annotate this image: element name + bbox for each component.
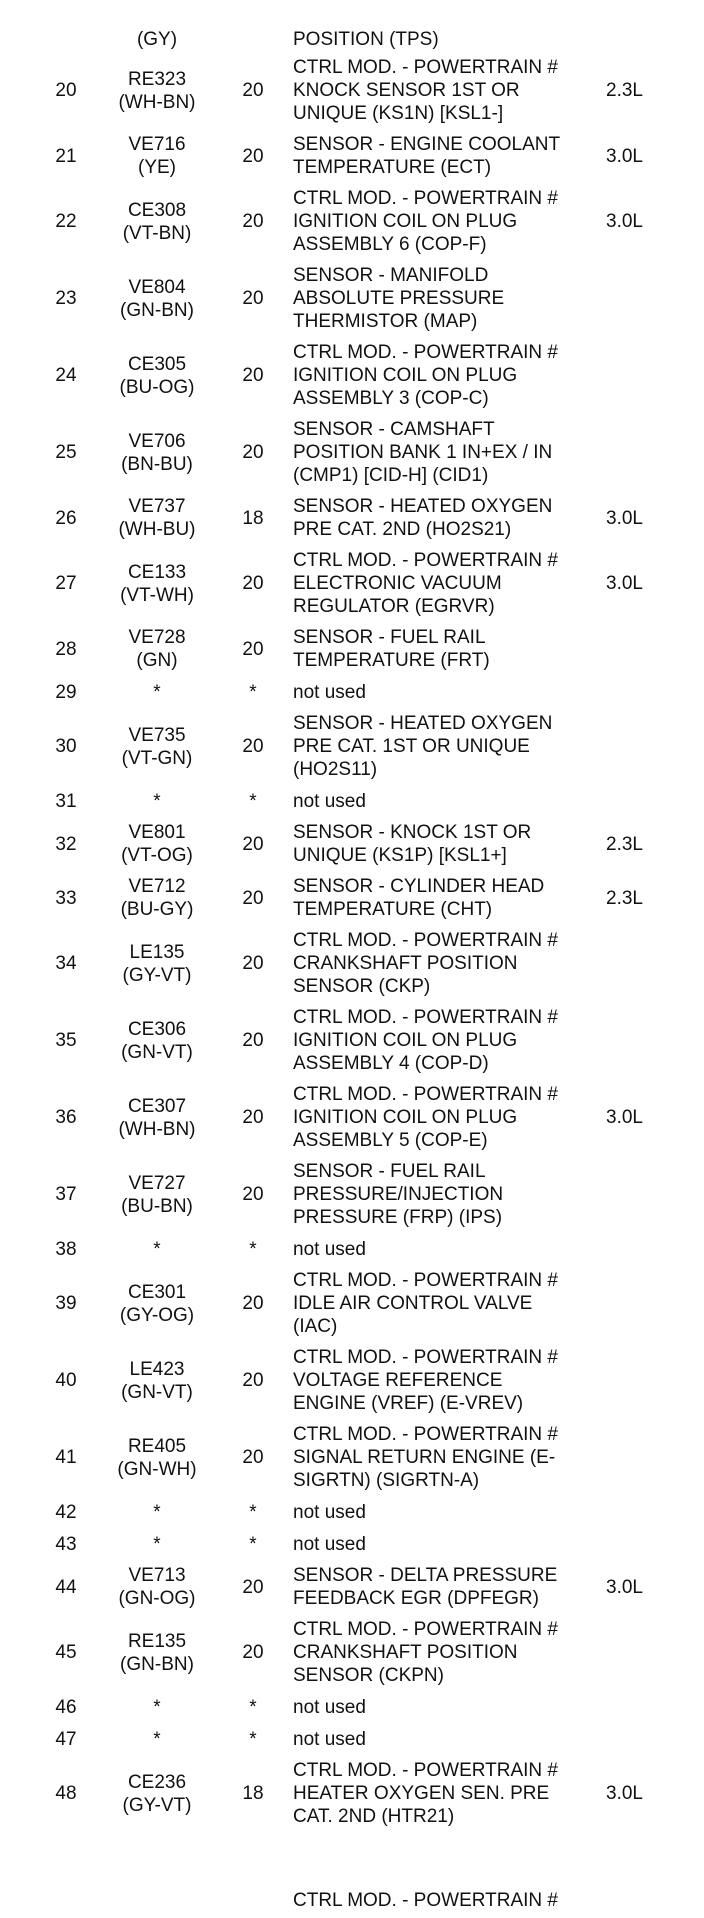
gauge-cell: 20 [242, 888, 264, 909]
wire-code-cell: * [153, 1729, 161, 1750]
gauge-cell: 20 [242, 834, 264, 855]
wire-code-cell: VE713 [128, 1565, 186, 1586]
description-cell: CTRL MOD. - POWERTRAIN # IGNITION COIL ON PLUG ASSEMBLY 5 (COP-E) [293, 1084, 558, 1151]
pin-number-cell: 30 [55, 736, 77, 757]
wire-code-cell: CE305 [127, 354, 187, 375]
wire-color-cell: (GY-OG) [119, 1305, 195, 1326]
description-cell: not used [293, 1502, 366, 1523]
gauge-cell: 18 [242, 508, 264, 529]
pin-number-cell: 21 [55, 146, 77, 167]
gauge-cell: 20 [242, 442, 264, 463]
description-cell: SENSOR - HEATED OXYGEN PRE CAT. 2ND (HO2S21) [293, 496, 553, 540]
wire-code-cell: RE405 [127, 1436, 187, 1457]
wire-color-cell: (VT-WH) [120, 585, 194, 606]
gauge-cell: 20 [242, 1447, 264, 1468]
wire-color-cell: (GY-VT) [122, 1795, 192, 1816]
wire-code-cell: VE712 [128, 876, 186, 897]
gauge-cell: 20 [242, 146, 264, 167]
engine-cell: 3.0L [606, 1783, 643, 1804]
wire-color-cell: (GY-VT) [122, 965, 192, 986]
description-cell: CTRL MOD. - POWERTRAIN # SIGNAL RETURN ENGINE (E- SIGRTN) (SIGRTN-A) [293, 1424, 558, 1491]
pin-number-cell: 28 [55, 639, 77, 660]
description-cell: SENSOR - DELTA PRESSURE FEEDBACK EGR (DPFEGR) [293, 1565, 558, 1609]
description-cell: SENSOR - CAMSHAFT POSITION BANK 1 IN+EX / IN (CMP1) [CID-H] (CID1) [293, 419, 553, 486]
pin-number-cell: 40 [55, 1370, 77, 1391]
description-cell: SENSOR - FUEL RAIL PRESSURE/INJECTION PRESSURE (FRP) (IPS) [293, 1161, 504, 1228]
wire-color-cell: (VT-OG) [121, 845, 193, 866]
description-cell: not used [293, 1697, 366, 1718]
wire-code-cell: * [153, 1502, 161, 1523]
pin-number-cell: 23 [55, 288, 77, 309]
wire-color-cell: (GN) [136, 650, 178, 671]
engine-cell: 3.0L [606, 508, 643, 529]
wire-code-cell: VE727 [128, 1173, 186, 1194]
pin-number-cell: 31 [55, 791, 77, 812]
gauge-cell: 20 [242, 736, 264, 757]
pin-number-cell: 35 [55, 1030, 77, 1051]
description-cell: CTRL MOD. - POWERTRAIN # IGNITION COIL ON PLUG ASSEMBLY 3 (COP-C) [293, 342, 558, 409]
gauge-cell: * [249, 1729, 257, 1750]
pin-number-cell: 47 [55, 1729, 77, 1750]
pin-number-cell: 39 [55, 1293, 77, 1314]
description-cell: CTRL MOD. - POWERTRAIN # IGNITION COIL ON PLUG ASSEMBLY 4 (COP-D) [293, 1007, 558, 1074]
gauge-cell: * [249, 791, 257, 812]
description-cell: CTRL MOD. - POWERTRAIN # CRANKSHAFT POSITION SENSOR (CKP) [293, 930, 558, 997]
wire-code-cell: VE716 [128, 134, 186, 155]
wire-code-cell: VE737 [128, 496, 186, 517]
pin-number-cell: 44 [55, 1577, 77, 1598]
engine-cell: 3.0L [606, 146, 643, 167]
pin-number-cell: 48 [55, 1783, 77, 1804]
gauge-cell: 20 [242, 1030, 264, 1051]
pin-number-cell: 46 [55, 1697, 77, 1718]
wire-code-cell: CE301 [127, 1282, 187, 1303]
description-cell: CTRL MOD. - POWERTRAIN # ELECTRONIC VACUUM REGULATOR (EGRVR) [293, 550, 558, 617]
wire-color-cell: (VT-BN) [122, 223, 192, 244]
wire-color-cell: (BU-BN) [121, 1196, 193, 1217]
description-cell: not used [293, 791, 366, 812]
wire-color-cell: (GN-VT) [121, 1382, 193, 1403]
gauge-cell: * [249, 682, 257, 703]
description-cell: CTRL MOD. - POWERTRAIN # IDLE AIR CONTROL VALVE (IAC) [293, 1270, 558, 1337]
wire-color-cell: (BN-BU) [121, 454, 193, 475]
wire-code-cell: CE306 [127, 1019, 187, 1040]
wire-code-cell: LE135 [129, 942, 185, 963]
gauge-cell: 20 [242, 1293, 264, 1314]
pin-number-cell: 24 [55, 365, 77, 386]
gauge-cell: 20 [242, 365, 264, 386]
description-cell: POSITION (TPS) [293, 29, 439, 50]
wire-code-cell: * [153, 1239, 161, 1260]
description-cell: CTRL MOD. - POWERTRAIN # HEATER OXYGEN SEN. PRE CAT. 2ND (HTR21) [293, 1760, 558, 1827]
gauge-cell: 20 [242, 80, 264, 101]
wire-code-cell: LE423 [129, 1359, 185, 1380]
wire-code-cell: VE801 [128, 822, 186, 843]
engine-cell: 3.0L [606, 1107, 643, 1128]
description-cell: not used [293, 1239, 366, 1260]
gauge-cell: * [249, 1502, 257, 1523]
wire-color-cell: (BU-GY) [120, 899, 194, 920]
description-cell: CTRL MOD. - POWERTRAIN # CRANKSHAFT POSITION SENSOR (CKPN) [293, 1619, 558, 1686]
engine-cell: 2.3L [606, 80, 643, 101]
engine-cell: 2.3L [606, 888, 643, 909]
wire-code-cell: * [153, 682, 161, 703]
description-cell: SENSOR - FUEL RAIL TEMPERATURE (FRT) [293, 627, 490, 671]
wire-code-cell: VE735 [128, 725, 186, 746]
description-cell: CTRL MOD. - POWERTRAIN # KNOCK SENSOR 1ST OR UNIQUE (KS1N) [KSL1-] [293, 57, 558, 124]
wire-code-cell: CE308 [127, 200, 187, 221]
gauge-cell: 20 [242, 573, 264, 594]
description-cell: not used [293, 1534, 366, 1555]
wire-color-cell: (GN-BN) [120, 300, 194, 321]
pin-number-cell: 38 [55, 1239, 77, 1260]
wire-code-cell: RE323 [127, 69, 187, 90]
engine-cell: 3.0L [606, 1577, 643, 1598]
wire-code-cell: * [153, 1534, 161, 1555]
gauge-cell: 18 [242, 1783, 264, 1804]
pin-number-cell: 43 [55, 1534, 77, 1555]
pin-number-cell: 34 [55, 953, 77, 974]
wire-code-cell: * [153, 1697, 161, 1718]
wire-color-cell: (GN-VT) [121, 1042, 193, 1063]
pin-number-cell: 20 [55, 80, 77, 101]
description-cell: not used [293, 682, 366, 703]
wire-color-cell: (GN-OG) [118, 1588, 196, 1609]
gauge-cell: 20 [242, 639, 264, 660]
wire-cell: (GY) [136, 29, 178, 50]
wire-code-cell: VE804 [128, 277, 186, 298]
description-cell: CTRL MOD. - POWERTRAIN # IGNITION COIL ON PLUG ASSEMBLY 6 (COP-F) [293, 188, 558, 255]
wire-color-cell: (GN-WH) [117, 1459, 197, 1480]
gauge-cell: 20 [242, 1107, 264, 1128]
pin-number-cell: 41 [55, 1447, 77, 1468]
wire-code-cell: CE236 [127, 1772, 187, 1793]
pin-number-cell: 36 [55, 1107, 77, 1128]
description-cell: SENSOR - KNOCK 1ST OR UNIQUE (KS1P) [KSL1+] [293, 822, 532, 866]
wire-color-cell: (YE) [138, 157, 176, 178]
wire-color-cell: (WH-BN) [118, 1119, 196, 1140]
gauge-cell: * [249, 1534, 257, 1555]
wire-color-cell: (BU-OG) [119, 377, 195, 398]
description-cell: SENSOR - ENGINE COOLANT TEMPERATURE (ECT) [293, 134, 561, 178]
pin-number-cell: 33 [55, 888, 77, 909]
description-cell: SENSOR - CYLINDER HEAD TEMPERATURE (CHT) [293, 876, 545, 920]
pin-number-cell: 26 [55, 508, 77, 529]
gauge-cell: 20 [242, 211, 264, 232]
pin-number-cell: 32 [55, 834, 77, 855]
gauge-cell: 20 [242, 288, 264, 309]
pin-number-cell: 29 [55, 682, 77, 703]
wire-code-cell: VE706 [128, 431, 186, 452]
wire-color-cell: (WH-BU) [118, 519, 196, 540]
wire-code-cell: CE133 [127, 562, 187, 583]
wire-code-cell: * [153, 791, 161, 812]
pin-number-cell: 25 [55, 442, 77, 463]
wire-code-cell: RE135 [127, 1631, 187, 1652]
pin-number-cell: 22 [55, 211, 77, 232]
wire-code-cell: CE307 [127, 1096, 187, 1117]
pin-number-cell: 27 [55, 573, 77, 594]
gauge-cell: 20 [242, 1370, 264, 1391]
wire-color-cell: (GN-BN) [120, 1654, 194, 1675]
gauge-cell: * [249, 1239, 257, 1260]
pin-number-cell: 42 [55, 1502, 77, 1523]
pin-number-cell: 45 [55, 1642, 77, 1663]
engine-cell: 3.0L [606, 211, 643, 232]
wire-color-cell: (WH-BN) [118, 92, 196, 113]
engine-cell: 2.3L [606, 834, 643, 855]
pin-number-cell: 37 [55, 1184, 77, 1205]
gauge-cell: 20 [242, 1642, 264, 1663]
description-cell: CTRL MOD. - POWERTRAIN # VOLTAGE REFERENCE ENGINE (VREF) (E-VREV) [293, 1347, 558, 1414]
description-cell: SENSOR - MANIFOLD ABSOLUTE PRESSURE THERMISTOR (MAP) [293, 265, 505, 332]
description-cell: CTRL MOD. - POWERTRAIN # [293, 1890, 558, 1911]
gauge-cell: * [249, 1697, 257, 1718]
gauge-cell: 20 [242, 953, 264, 974]
gauge-cell: 20 [242, 1184, 264, 1205]
description-cell: SENSOR - HEATED OXYGEN PRE CAT. 1ST OR UNIQUE (HO2S11) [293, 713, 553, 780]
gauge-cell: 20 [242, 1577, 264, 1598]
description-cell: not used [293, 1729, 366, 1750]
wire-color-cell: (VT-GN) [121, 748, 193, 769]
engine-cell: 3.0L [606, 573, 643, 594]
wire-code-cell: VE728 [128, 627, 186, 648]
